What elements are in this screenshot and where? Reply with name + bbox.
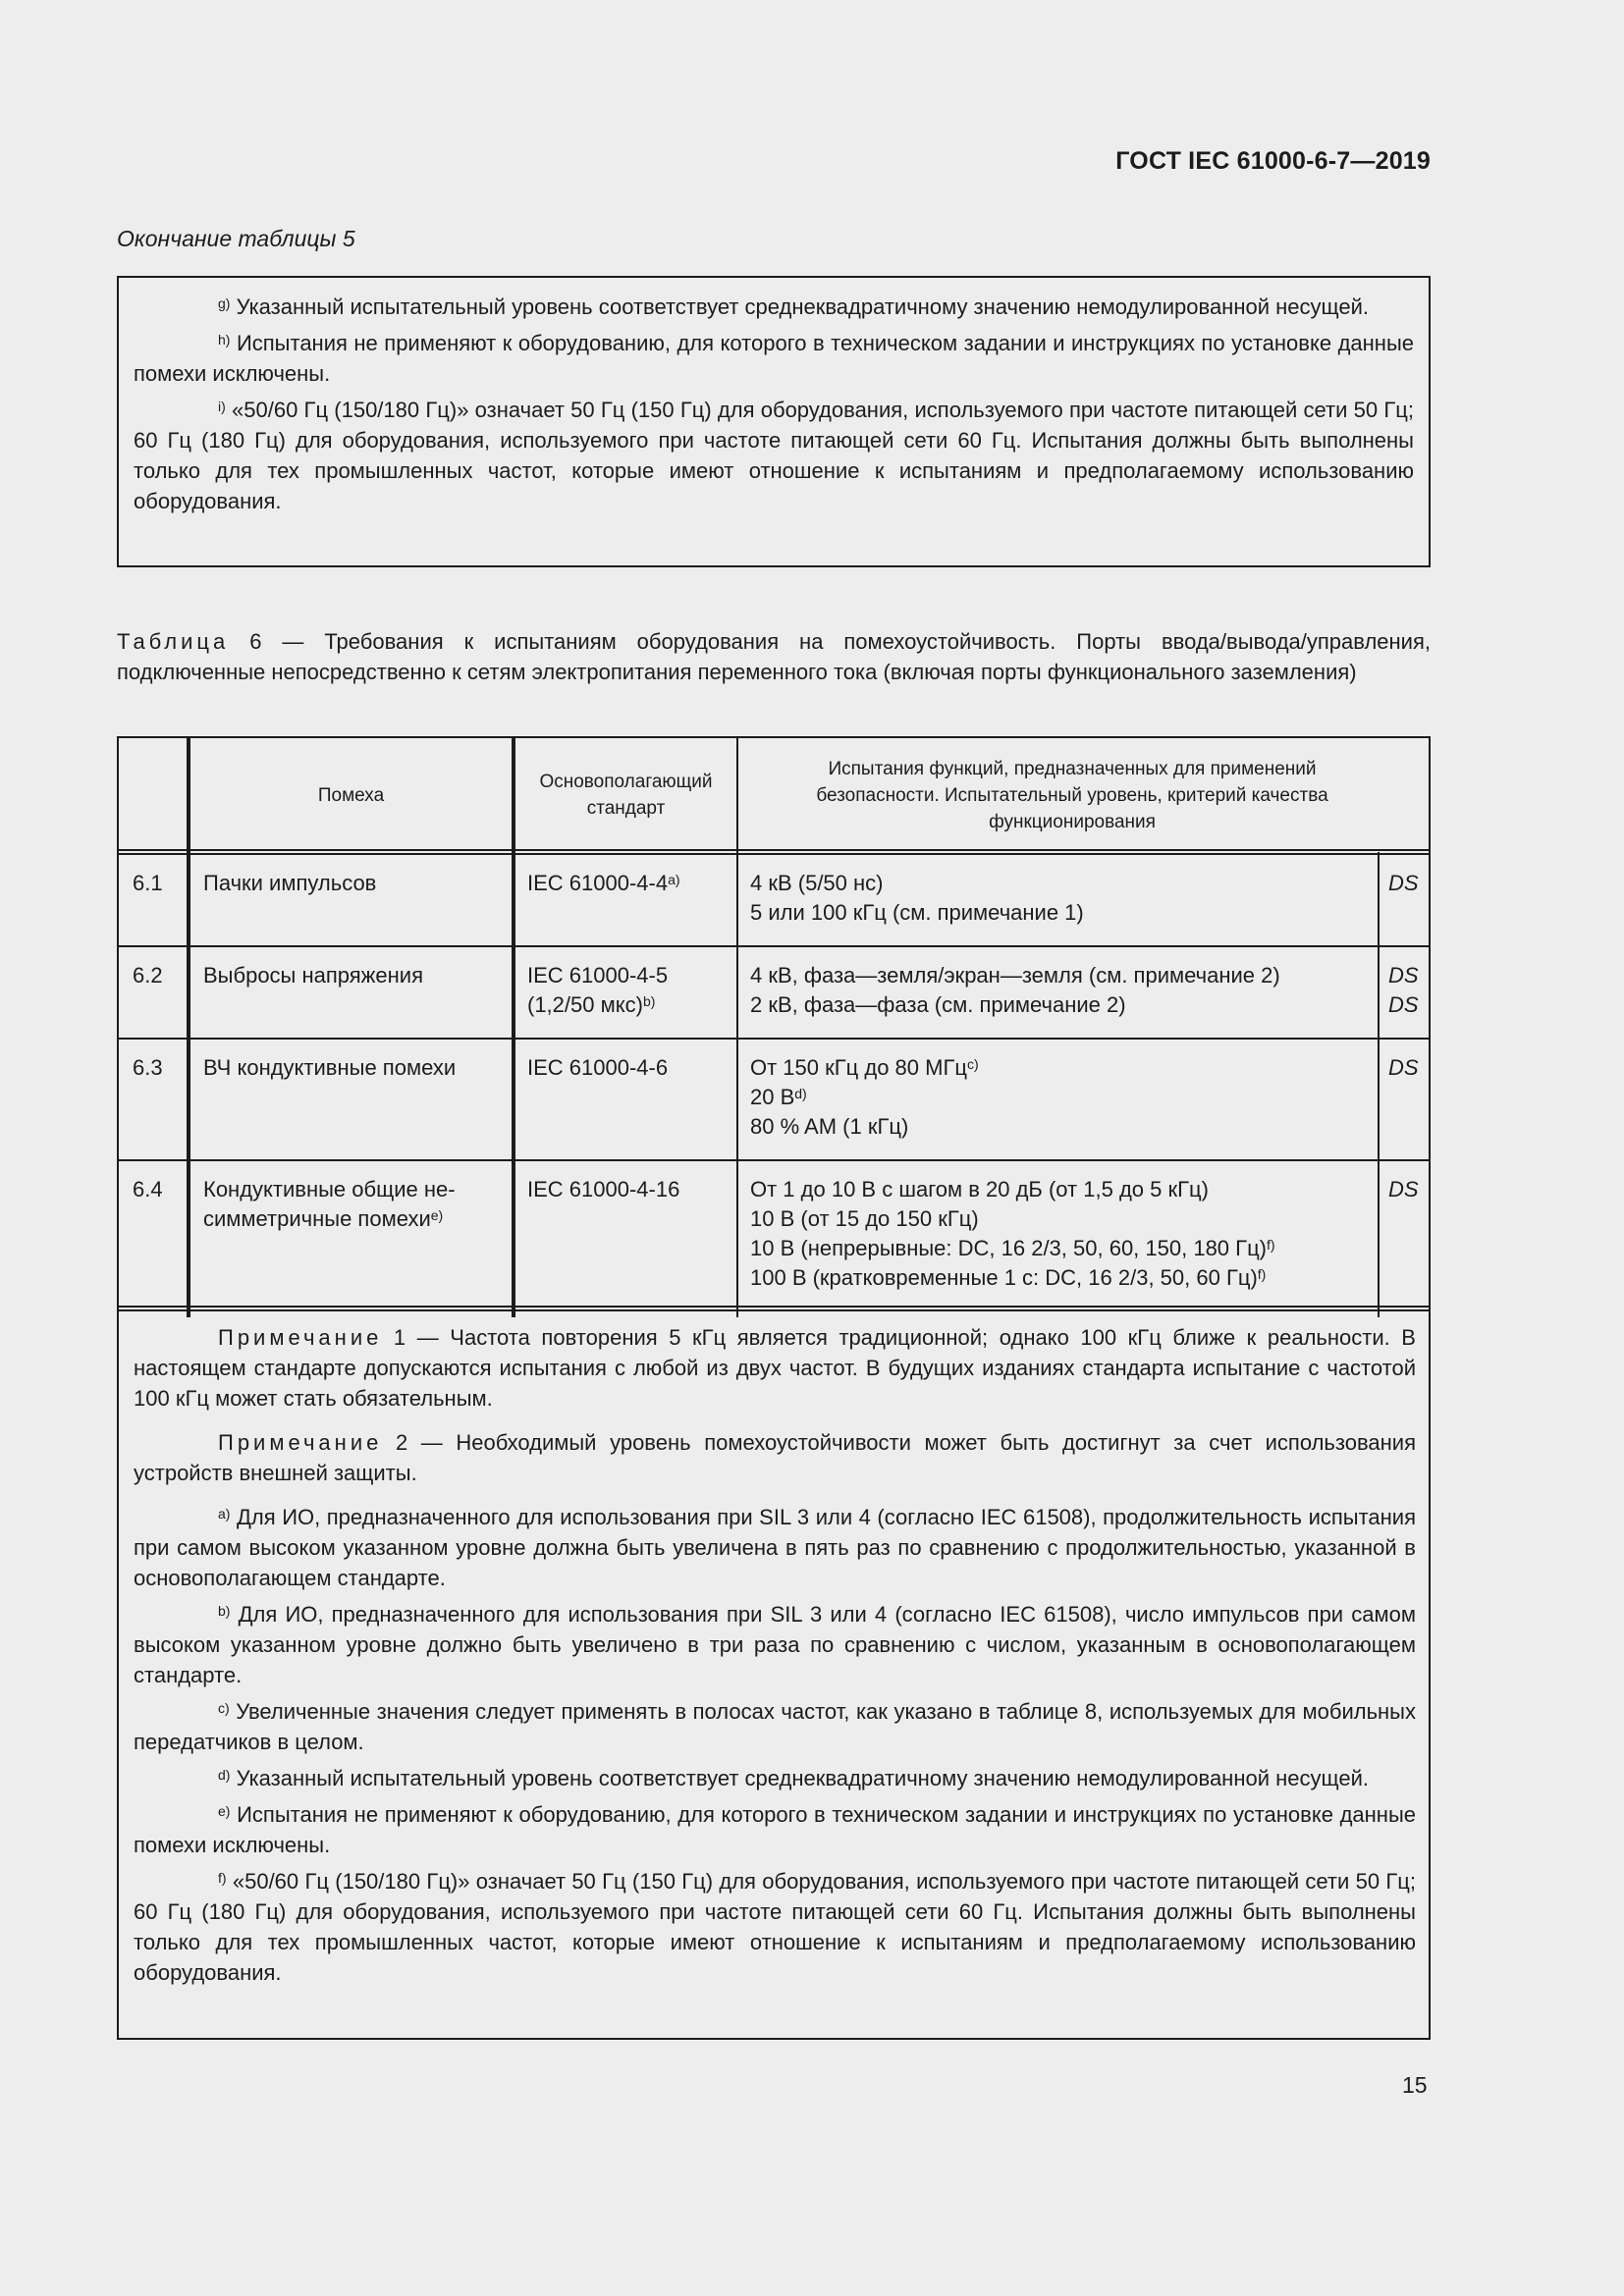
performance-criterion: DS: [1388, 1177, 1419, 1201]
footnote-a: $^{a)}$ Для ИО, предназначенного для использования при SIL 3 или 4 (согласно IEC 61508), продолжительность испытания при самом высоком указанном уровне должна быть увеличена в пять раз по сравнению с продолжительностью, указанной в основополагающем стандарте.: [134, 1505, 1416, 1590]
base-standard: IEC 61000-4-6: [527, 1055, 669, 1080]
row-rule: [119, 1309, 1429, 1311]
base-standard: IEC 61000-4-5 (1,2/50 мкс)$^{b)}$: [527, 963, 669, 1017]
footnote-f: $^{f)}$ «50/60 Гц (150/180 Гц)» означает 50 Гц (150 Гц) для оборудования, используемого при частоте питающей сети 50 Гц; 60 Гц (180 Гц) для оборудования, используемого при частоте питающей сети 60 Гц. Испытания должны быть выполнены только для тех промышленных частот, которые имеют отношение к испытаниям и предполагаемому использованию оборудования.: [134, 1869, 1416, 1985]
footnote-c: $^{c)}$ Увеличенные значения следует применять в полосах частот, как указано в таблице 8, используемых для мобильных передатчиков в целом.: [134, 1699, 1416, 1754]
footnote-i: $^{i)}$ «50/60 Гц (150/180 Гц)» означает 50 Гц (150 Гц) для оборудования, используемого при частоте питающей сети 50 Гц; 60 Гц (180 Гц) для оборудования, используемого при частоте питающей сети 60 Гц. Испытания должны быть выполнены только для тех промышленных частот, которые имеют отношение к испытаниям и предполагаемому использованию оборудования.: [134, 398, 1414, 513]
footnote-h: $^{h)}$ Испытания не применяют к оборудованию, для которого в техническом задании и инструкциях по установке данные помехи исключены.: [134, 331, 1414, 386]
performance-criterion: DS: [1388, 1055, 1419, 1080]
interference-name: Выбросы напряжения: [203, 963, 423, 988]
test-levels: 4 кВ (5/50 нс) 5 или 100 кГц (см. примечание 1): [750, 871, 1084, 925]
interference-name: Пачки импульсов: [203, 871, 377, 895]
row-rule: [119, 1306, 1429, 1308]
row-rule: [119, 1159, 1429, 1161]
footnote-g: $^{g)}$ Указанный испытательный уровень соответствует среднеквадратичному значению немодулированной несущей.: [218, 294, 1369, 319]
row-number: 6.3: [133, 1055, 163, 1080]
header-tests: Испытания функций, предназначенных для применений безопасности. Испытательный уровень, критерий качества функционирования: [816, 758, 1328, 832]
document-header: ГОСТ IEC 61000-6-7—2019: [1115, 147, 1431, 175]
table6: [117, 736, 1431, 2040]
row-number: 6.2: [133, 963, 163, 988]
base-standard: IEC 61000-4-4$^{a)}$: [527, 871, 680, 895]
table-continuation-title: Окончание таблицы 5: [117, 226, 355, 251]
table6-notes: [134, 1322, 1416, 1994]
interference-name: ВЧ кондуктивные помехи: [203, 1055, 457, 1080]
performance-criterion: DS DS: [1388, 963, 1419, 1017]
row-number: 6.4: [133, 1177, 163, 1201]
page-number: 15: [1402, 2072, 1428, 2098]
row-rule: [119, 1038, 1429, 1040]
footnote-e: $^{e)}$ Испытания не применяют к оборудованию, для которого в техническом задании и инструкциях по установке данные помехи исключены.: [134, 1802, 1416, 1857]
test-levels: От 150 кГц до 80 МГц$^{c)}$ 20 $В^{d)}$ 80 % AM (1 кГц): [750, 1055, 979, 1139]
table6-caption: Таблица 6 — Требования к испытаниям оборудования на помехоустойчивость. Порты ввода/вывода/управления, подключенные непосредственно к сетям электропитания переменного тока (включая порты функционального заземления): [117, 629, 1431, 684]
performance-criterion: DS: [1388, 871, 1419, 895]
test-levels: От 1 до 10 В с шагом в 20 дБ (от 1,5 до 5 кГц) 10 В (от 15 до 150 кГц) 10 В (непрерывные: DC, 16 2/3, 50, 60, 150, 180 Гц)$^{f)}$ 100 В (кратковременные 1 с: DC, 16 2/3, 50, 60 Гц)$^{f)}$: [750, 1177, 1275, 1290]
base-standard: IEC 61000-4-16: [527, 1177, 680, 1201]
footnote-d: $^{d)}$ Указанный испытательный уровень соответствует среднеквадратичному значению немодулированной несущей.: [218, 1766, 1369, 1790]
interference-name: Кондуктивные общие не- симметричные помехи$^{e)}$: [203, 1177, 456, 1231]
table5-footnotes-box: [117, 276, 1431, 567]
test-levels: 4 кВ, фаза—земля/экран—земля (см. примечание 2) 2 кВ, фаза—фаза (см. примечание 2): [750, 963, 1280, 1017]
footnote-b: $^{b)}$ Для ИО, предназначенного для использования при SIL 3 или 4 (согласно IEC 61508), число импульсов при самом высоком указанном уровне должно быть увеличено в три раза по сравнению с числом, указанным в основополагающем стандарте.: [134, 1602, 1416, 1687]
col-rule: [736, 738, 738, 1317]
header-standard: Основополагающий стандарт: [539, 772, 713, 819]
note-2: Примечание 2 — Необходимый уровень помехоустойчивости может быть достигнут за счет использования устройств внешней защиты.: [134, 1430, 1416, 1485]
col-rule: [1378, 852, 1380, 1317]
row-number: 6.1: [133, 871, 163, 895]
header-interference: Помеха: [317, 784, 385, 806]
row-rule: [119, 945, 1429, 947]
note-1: Примечание 1 — Частота повторения 5 кГц является традиционной; однако 100 кГц ближе к реальности. В настоящем стандарте допускаются испытания с любой из двух частот. В будущих изданиях стандарта испытание с частотой 100 кГц может стать обязательным.: [134, 1325, 1416, 1411]
header-rule: [119, 853, 1429, 855]
